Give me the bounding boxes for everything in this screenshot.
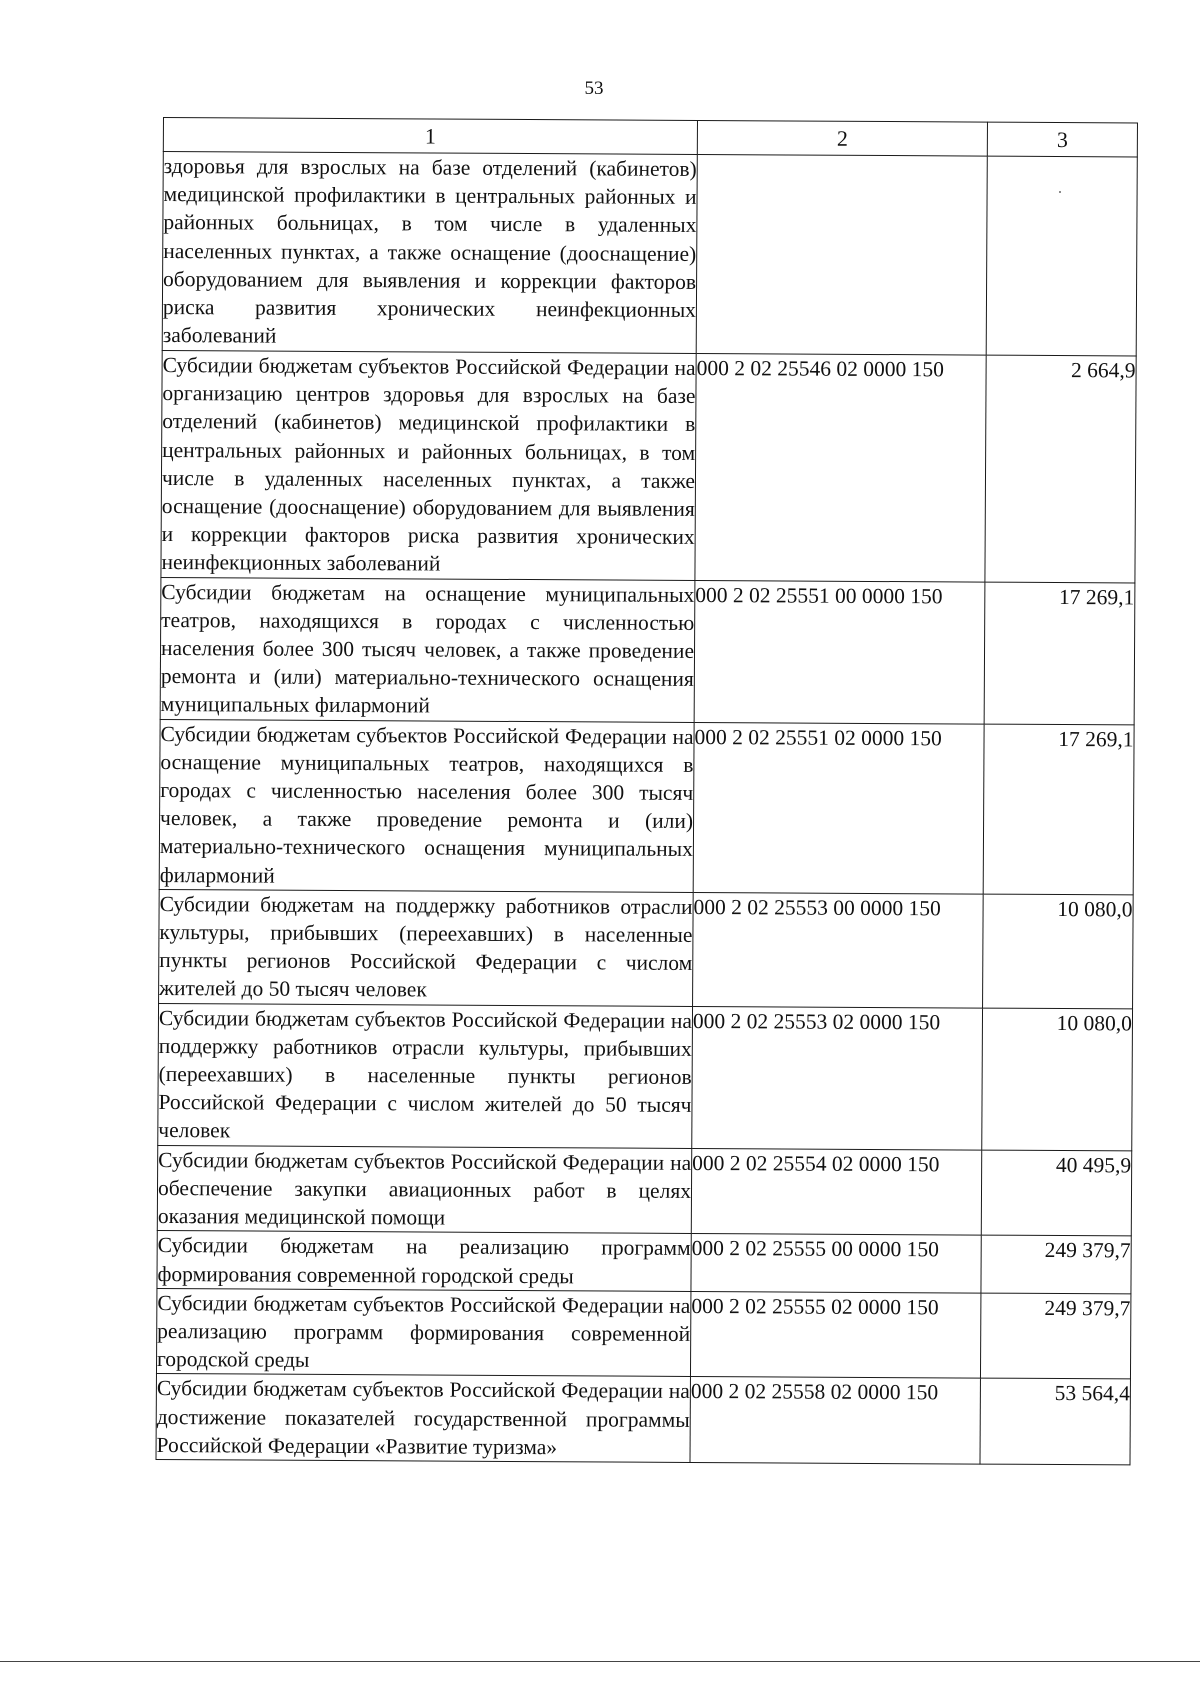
row-description-text: Субсидии бюджетам субъектов Российской Федерации на поддержку работников отрасли культуры, прибывших (переехавших) в населенные пункты регионов Российской Федерации с числом жителей до 50 тысяч человек xyxy=(158,1005,693,1143)
row-amount: 40 495,9 xyxy=(981,1150,1131,1236)
row-description xyxy=(157,1231,691,1291)
row-amount: 249 379,7 xyxy=(980,1293,1130,1379)
row-amount: 249 379,7 xyxy=(981,1235,1131,1293)
row-code: 000 2 02 25555 02 0000 150 xyxy=(690,1291,980,1378)
table-row xyxy=(159,719,1134,895)
row-code: 000 2 02 25554 02 0000 150 xyxy=(691,1148,981,1235)
row-code: 000 2 02 25551 00 0000 150 xyxy=(694,580,985,724)
row-code: 000 2 02 25546 02 0000 150 xyxy=(695,353,986,581)
row-description-text: Субсидии бюджетам на реализацию программ формирования современной городской среды xyxy=(157,1233,691,1288)
table-row xyxy=(157,1231,1131,1294)
row-code: 000 2 02 25555 00 0000 150 xyxy=(691,1234,981,1293)
row-description-text: Субсидии бюджетам на оснащение муниципальных театров, находящихся в городах с численностью населения более 300 тысяч человек, а также проведение ремонта и (или) материально-технического оснащения муниципальных филармоний xyxy=(160,579,695,718)
row-description xyxy=(158,1003,693,1148)
table-row xyxy=(161,350,1136,582)
budget-table-wrapper xyxy=(155,117,1137,1465)
row-description-text: Субсидии бюджетам субъектов Российской Федерации на организацию центров здоровья для взрослых на базе отделений (кабинетов) медицинской профилактики в центральных районных и районных больницах, в том числе в удаленных населенных пунктах, а также оснащение (дооснащение) оборудованием для выявления и коррекции факторов риска развития хронических неинфекционных заболеваний xyxy=(161,353,696,576)
table-row xyxy=(156,1288,1130,1379)
row-amount: 10 080,0 xyxy=(982,1008,1133,1151)
table-row xyxy=(159,889,1134,1008)
row-description-text: Субсидии бюджетам субъектов Российской Федерации на достижение показателей государственной программы Российской Федерации «Развитие туризма» xyxy=(156,1376,690,1459)
row-description-text: Субсидии бюджетам субъектов Российской Федерации на обеспечение закупки авиационных работ в целях оказания медицинской помощи xyxy=(157,1147,692,1230)
row-code xyxy=(696,154,987,355)
column-header-2: 2 xyxy=(697,120,987,156)
row-description xyxy=(159,889,694,1006)
table-row xyxy=(158,1003,1133,1150)
bottom-scan-line xyxy=(0,1661,1200,1662)
budget-table xyxy=(155,117,1137,1465)
column-header-3: 3 xyxy=(987,122,1137,157)
row-amount: 53 564,4 xyxy=(980,1378,1130,1464)
row-description-text: Субсидии бюджетам на поддержку работников отрасли культуры, прибывших (переехавших) в населенные пункты регионов Российской Федерации с числом жителей до 50 тысяч человек xyxy=(159,891,693,1002)
row-description xyxy=(157,1145,691,1234)
row-description xyxy=(156,1374,690,1463)
table-header xyxy=(163,118,1137,157)
row-amount: 17 269,1 xyxy=(984,582,1135,725)
row-description xyxy=(162,152,697,354)
row-code: 000 2 02 25558 02 0000 150 xyxy=(690,1377,980,1464)
table-row xyxy=(162,152,1137,356)
row-amount: 10 080,0 xyxy=(983,894,1134,1009)
row-description xyxy=(159,719,694,892)
row-amount: 2 664,9 xyxy=(985,355,1136,582)
column-header-1: 1 xyxy=(163,118,697,155)
table-row xyxy=(160,577,1135,724)
row-description xyxy=(156,1288,690,1377)
row-amount xyxy=(986,156,1137,356)
row-description xyxy=(160,577,695,722)
table-body xyxy=(156,152,1137,1465)
row-description-text: здоровья для взрослых на базе отделений (кабинетов) медицинской профилактики в центральных районных и районных больницах, в том числе в удаленных населенных пунктах, а также оснащение (дооснащение) оборудованием для выявления и коррекции факторов риска развития хронических неинфекционных заболеваний xyxy=(162,154,697,348)
row-code: 000 2 02 25553 02 0000 150 xyxy=(692,1006,983,1150)
header-row xyxy=(163,118,1137,157)
row-code: 000 2 02 25553 00 0000 150 xyxy=(693,892,984,1007)
page-number: 53 xyxy=(584,78,604,99)
table-row xyxy=(156,1374,1130,1465)
row-amount: 17 269,1 xyxy=(983,724,1134,895)
row-description-text: Субсидии бюджетам субъектов Российской Федерации на оснащение муниципальных театров, находящихся в городах с численностью населения более 300 тысяч человек, а также проведение ремонта и (или) материально-технического оснащения муниципальных филармоний xyxy=(159,721,694,888)
row-description xyxy=(161,350,696,580)
table-row xyxy=(157,1145,1131,1236)
row-description-text: Субсидии бюджетам субъектов Российской Федерации на реализацию программ формирования современной городской среды xyxy=(156,1290,691,1372)
row-code: 000 2 02 25551 02 0000 150 xyxy=(693,722,984,894)
